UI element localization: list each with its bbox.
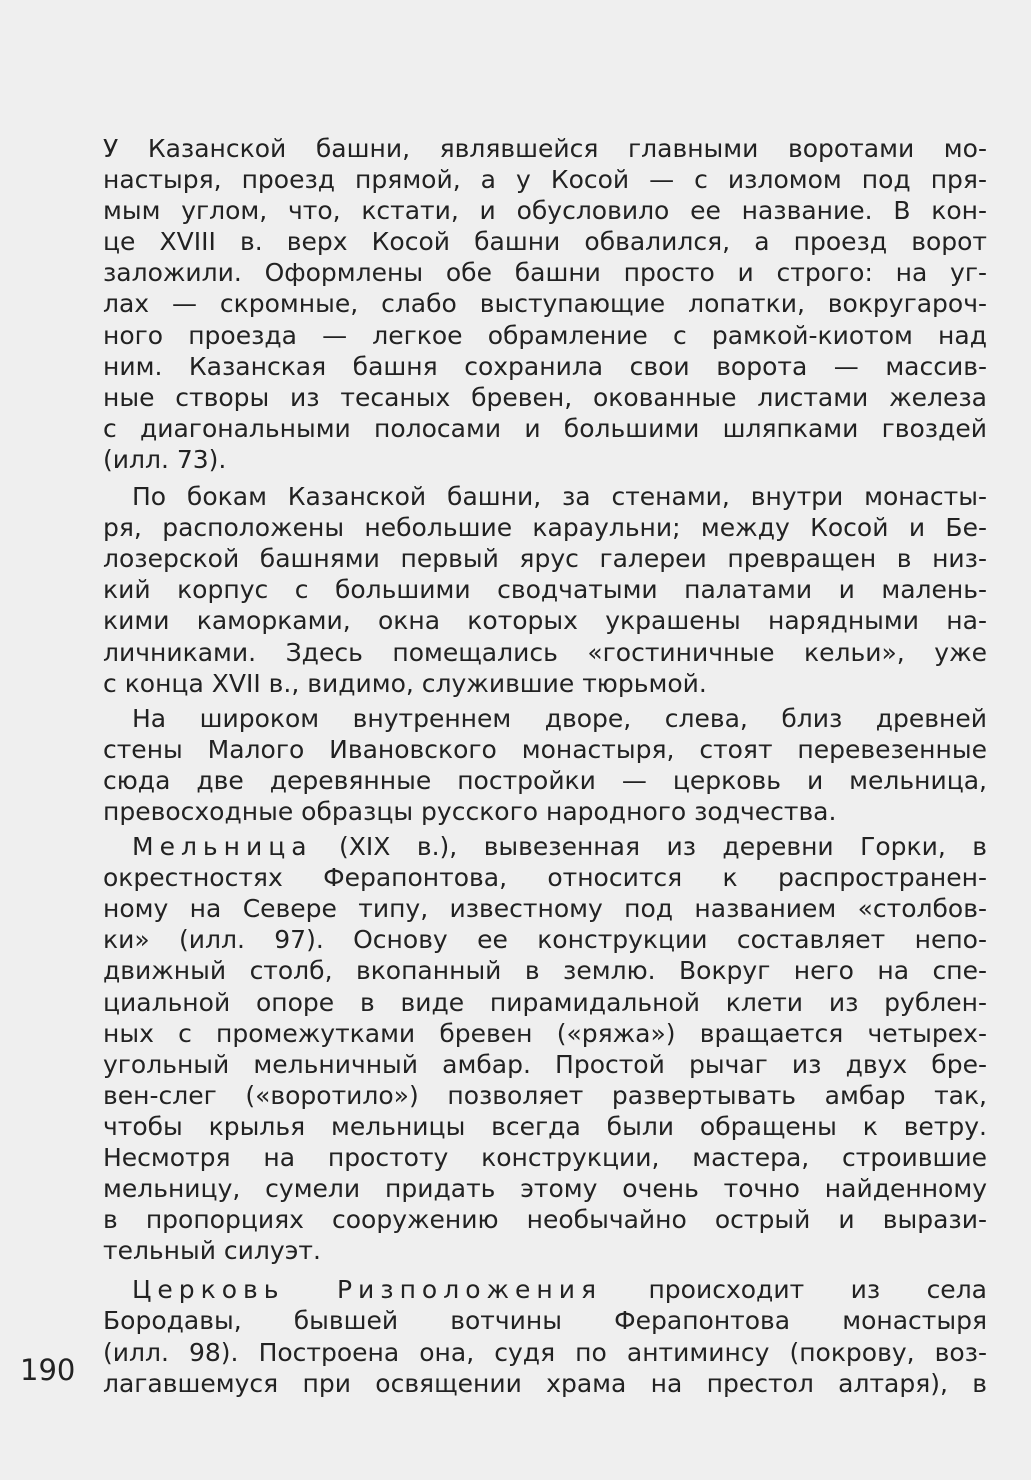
text-line: ных с промежутками бревен («ряжа») вращается четырех-	[103, 1018, 987, 1048]
text-line: мельницу, сумели придать этому очень точно найденному	[103, 1174, 987, 1204]
text-line: кими каморками, окна которых украшены нарядными на-	[103, 606, 987, 636]
spaced-term: Церковь Ризположения	[132, 1275, 603, 1305]
text-line: личниками. Здесь помещались «гостиничные кельи», уже	[103, 637, 987, 667]
text-line: (илл. 73).	[103, 444, 227, 474]
text-line: с конца XVII в., видимо, служившие тюрьмой.	[103, 668, 707, 698]
spaced-term: Мельница	[132, 832, 313, 862]
text-line: Бородавы, бывшей вотчины Ферапонтова монастыря	[103, 1306, 987, 1336]
text-line: тельный силуэт.	[103, 1236, 321, 1266]
text-line: стены Малого Ивановского монастыря, стоят перевезенные	[103, 734, 987, 764]
page-number: 190	[20, 1353, 76, 1387]
text-line: У Казанской башни, являвшейся главными воротами мо-	[103, 134, 987, 163]
text-line: окрестностях Ферапонтова, относится к распространен-	[103, 863, 987, 893]
text-line: ному на Севере типу, известному под названием «столбов-	[103, 894, 987, 924]
text-line: По бокам Казанской башни, за стенами, внутри монасты-	[132, 482, 987, 512]
text-line: в пропорциях сооружению необычайно острый и вырази-	[103, 1205, 987, 1235]
text-line: мым углом, что, кстати, и обусловило ее название. В кон-	[103, 196, 987, 226]
text-line: Мельница (XIX в.), вывезенная из деревни Горки, в	[132, 832, 987, 862]
text-line: ного проезда — легкое обрамление с рамкой-киотом над	[103, 320, 987, 350]
text-line: це XVIII в. верх Косой башни обвалился, а проезд ворот	[103, 227, 987, 257]
text-line: движный столб, вкопанный в землю. Вокруг него на спе-	[103, 956, 987, 986]
text-line: циальной опоре в виде пирамидальной клети из рублен-	[103, 987, 987, 1017]
body-text	[103, 133, 987, 1399]
text-line: На широком внутреннем дворе, слева, близ древней	[132, 703, 987, 733]
text-line: ним. Казанская башня сохранила свои ворота — массив-	[103, 351, 987, 381]
text-line: ки» (илл. 97). Основу ее конструкции составляет непо-	[103, 925, 987, 955]
text-line: чтобы крылья мельницы всегда были обращены к ветру.	[103, 1111, 987, 1141]
text-line: настыря, проезд прямой, а у Косой — с изломом под пря-	[103, 165, 987, 195]
text-line: кий корпус с большими сводчатыми палатами и малень-	[103, 575, 987, 605]
text-line: лах — скромные, слабо выступающие лопатки, вокругароч-	[103, 289, 987, 319]
text-line: превосходные образцы русского народного зодчества.	[103, 796, 837, 826]
text-line: угольный мельничный амбар. Простой рычаг из двух бре-	[103, 1049, 987, 1079]
text-line: Несмотря на простоту конструкции, мастера, строившие	[103, 1143, 987, 1172]
text-line: заложили. Оформлены обе башни просто и строго: на уг-	[103, 258, 987, 288]
text-line: (илл. 98). Построена она, судя по антиминсу (покрову, воз-	[103, 1337, 987, 1367]
text-line: лозерской башнями первый ярус галереи превращен в низ-	[103, 544, 987, 574]
text-line: ные створы из тесаных бревен, окованные листами железа	[103, 382, 987, 412]
text-line: Церковь Ризположения происходит из села	[132, 1275, 987, 1305]
text-line: сюда две деревянные постройки — церковь и мельница,	[103, 765, 987, 795]
text-line: ря, расположены небольшие караульни; между Косой и Бе-	[103, 513, 987, 543]
text-line: с диагональными полосами и большими шляпками гвоздей	[103, 413, 987, 443]
text-line: лагавшемуся при освящении храма на престол алтаря), в	[103, 1368, 987, 1398]
text-line: вен-слег («воротило») позволяет развертывать амбар так,	[103, 1080, 987, 1110]
